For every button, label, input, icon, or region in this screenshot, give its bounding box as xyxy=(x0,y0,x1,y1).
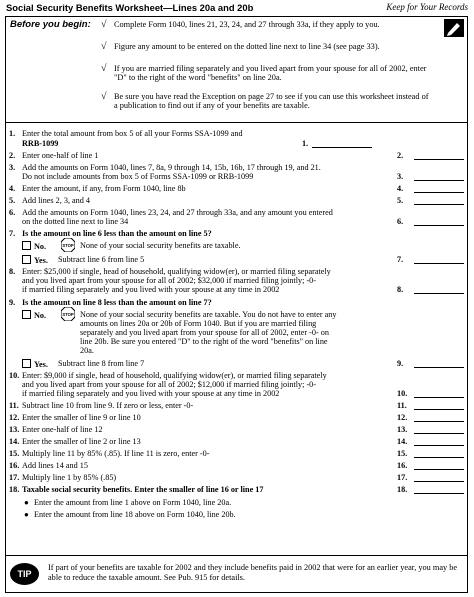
keep-for-records: Keep for Your Records xyxy=(386,2,468,12)
check-icon: √ xyxy=(101,19,107,30)
line-11-entry[interactable] xyxy=(414,409,464,410)
check-icon: √ xyxy=(101,41,107,52)
bullet-icon: ● xyxy=(24,498,29,507)
worksheet-header xyxy=(6,2,468,15)
svg-text:STOP: STOP xyxy=(62,243,74,248)
bullet-icon: ● xyxy=(24,510,29,519)
line-15-entry[interactable] xyxy=(414,457,464,458)
tip-text: If part of your benefits are taxable for 2002 and they include benefits paid in 2002 that were for an earlier year, you may be able to reduce the taxable amount. See Pub. 915 for details. xyxy=(48,563,458,582)
line-8-entry[interactable] xyxy=(414,293,464,294)
line-17-entry[interactable] xyxy=(414,481,464,482)
pencil-icon xyxy=(444,19,464,37)
line-3-entry[interactable] xyxy=(414,180,464,181)
line-16-entry[interactable] xyxy=(414,469,464,470)
svg-text:STOP: STOP xyxy=(62,312,74,317)
worksheet-title: Social Security Benefits Worksheet—Lines 20a and 20b xyxy=(6,2,254,13)
worksheet-frame: Before you begin: √ Complete Form 1040, lines 21, 23, 24, and 27 through 33a, if they apply to you. √ Figure any amount to be entered on the dotted line next to line 34 (see page 33). √ If you are married filing separately and you lived apart from your spouse for all of 2002, enter "D" to the right of the word "benefits" on line 20a. √ Be sure you have read the Exception on page 27 to see if you can use this worksheet instead of a publication to find out if any of your benefits are taxable. 1. Enter the total amount from box 5 of all your Forms SSA-1099 and RRB-1099 1. 2. Enter one-half of line 1 2. 3. Add the amounts on Form 1040, lines 7, 8a, 9 through 14, 15b, 16b, 17 through 19, and 21. Do not include amounts from box 5 of Forms SSA-1099 or RRB-1099 3. 4. Enter the amount, if any, from Form 1040, line 8b 4. 5. Add lines 2, 3, and 4 5. 6. Add the amounts on Form 1040, lines 23, 24, and 27 through 33a, and any amount you entered on the dotted line next to line 34 6. 7. Is the amount on line 6 less than the amount on line 5? No. STOP None of your social security benefits are taxable. Yes. Subtract line 6 from line 5 7. 8. Enter: $25,000 if single, head of household, qualifying widow(er), or married filing separately and you lived apart from your spouse for all of 2002; $32,000 if married filing jointly; -0- if married filing separately and you lived with your spouse at any time in 2002 8. 9. Is the amount on line 8 less than the amount on line 7? No. STOP None of your social security benefits are taxable. You do not have to enter any amounts on lines 20a or 20b of Form 1040. But if you are married filing separately and you lived apart from your spouse for all of 2002, enter -0- on line 20b. Be sure you entered "D" to the right of the word "benefits" on line 20a. Yes. Subtract line 8 from line 7 9. 10. Enter: $9,000 if single, head of household, qualifying widow(er), or married filing separately and you lived apart from your spouse for all of 2002; $12,000 if married filing jointly; -0- if married filing separately and you lived with your spouse at any time in 2002 10. 11. Subtract line 10 from line 9. If zero or less, enter -0- 11. 12. Enter the smaller of line 9 or line 10 12. 13. Enter one-half of line 12 13. 14. Enter the smaller of line 2 or line 13 14. 15. Multiply line 11 by 85% (.85). If line 11 is zero, enter -0- 15. 16. Add lines 14 and 15 16. 17. Multiply line 1 by 85% (.85) 17. 18. Taxable social security benefits. Enter the smaller of line 16 or line 17 18. ● Enter the amount from line 1 above on Form 1040, line 20a. ● Enter the amount from line 18 above on Form 1040, line 20b. TIP If part of your benefits are taxable for 2002 and they include benefits paid in 2002 that were for an earlier year, you may be able to reduce the taxable amount. See Pub. 915 for details. xyxy=(5,16,468,593)
checklist-item: √ Complete Form 1040, lines 21, 23, 24, and 27 through 33a, if they apply to you. xyxy=(101,19,380,30)
line-1-entry[interactable] xyxy=(312,147,372,148)
check-icon: √ xyxy=(101,63,107,74)
checklist-item: √ Be sure you have read the Exception on page 27 to see if you can use this worksheet instead of a publication to find out if any of your benefits are taxable. xyxy=(101,91,429,111)
stop-sign-icon xyxy=(61,238,75,252)
check-icon: √ xyxy=(101,91,107,102)
line-2-entry[interactable] xyxy=(414,159,464,160)
tip-badge: TIP xyxy=(10,563,39,585)
line-9-yes-checkbox[interactable] xyxy=(22,359,31,368)
tip-section xyxy=(6,555,467,594)
stop-sign-icon xyxy=(61,307,75,321)
line-13-entry[interactable] xyxy=(414,433,464,434)
line-5-entry[interactable] xyxy=(414,204,464,205)
checklist-item: √ If you are married filing separately and you lived apart from your spouse for all of 2002, enter "D" to the right of the word "benefits" on line 20a. xyxy=(101,63,427,83)
line-9-entry[interactable] xyxy=(414,367,464,368)
line-4-entry[interactable] xyxy=(414,192,464,193)
checklist-item: √ Figure any amount to be entered on the dotted line next to line 34 (see page 33). xyxy=(101,41,380,52)
line-9-yes-option[interactable]: Yes. xyxy=(22,359,48,369)
before-you-begin-label: Before you begin: xyxy=(10,19,91,30)
line-9-no-checkbox[interactable] xyxy=(22,310,31,319)
line-10-entry[interactable] xyxy=(414,397,464,398)
line-7-yes-option[interactable]: Yes. xyxy=(22,255,48,265)
line-7-yes-checkbox[interactable] xyxy=(22,255,31,264)
line-7-no-checkbox[interactable] xyxy=(22,241,31,250)
line-6-entry[interactable] xyxy=(414,225,464,226)
line-14-entry[interactable] xyxy=(414,445,464,446)
line-12-entry[interactable] xyxy=(414,421,464,422)
line-9-no-option[interactable]: No. xyxy=(22,310,46,320)
line-7-entry[interactable] xyxy=(414,263,464,264)
line-18-entry[interactable] xyxy=(414,493,464,494)
before-you-begin-section xyxy=(6,17,467,123)
line-7-no-option[interactable]: No. xyxy=(22,241,46,251)
